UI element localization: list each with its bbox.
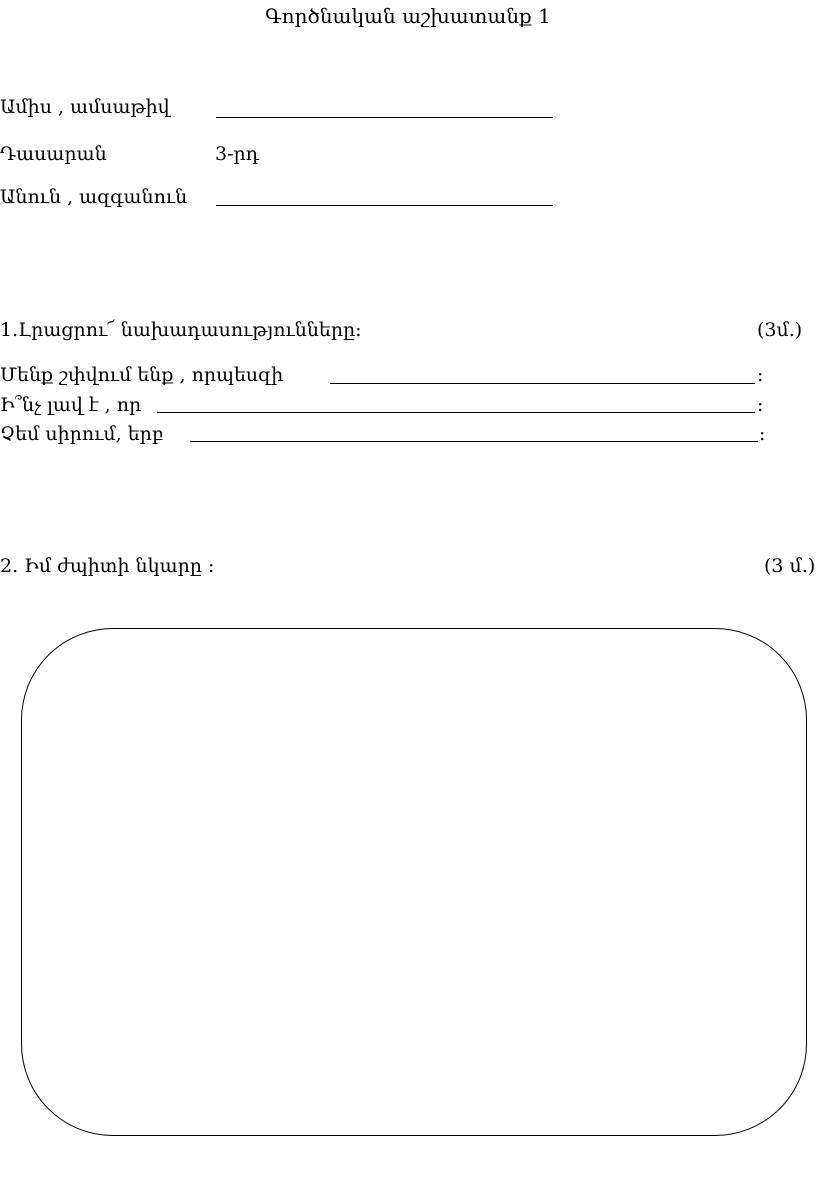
date-label: Ամիս , ամսաթիվ bbox=[0, 96, 170, 118]
drawing-area[interactable] bbox=[21, 628, 807, 1136]
sentence-1-answer-line[interactable] bbox=[330, 383, 755, 384]
sentence-3-prefix: Չեմ սիրում, երբ bbox=[0, 423, 164, 445]
task2-heading: 2. Իմ ժպիտի նկարը : bbox=[0, 555, 215, 577]
sentence-2-suffix: : bbox=[757, 394, 764, 416]
class-value: 3-րդ bbox=[215, 143, 259, 165]
task1-points: (3մ.) bbox=[757, 319, 803, 341]
sentence-1-suffix: : bbox=[757, 364, 764, 386]
sentence-3-suffix: : bbox=[759, 423, 766, 445]
class-label: Դասարան bbox=[0, 143, 107, 165]
sentence-2-prefix: Ի՞նչ լավ է , որ bbox=[0, 394, 142, 416]
sentence-2-answer-line[interactable] bbox=[157, 412, 755, 413]
date-answer-line[interactable] bbox=[216, 117, 553, 118]
task1-heading: 1.Լրացրու՜ նախադասությունները: bbox=[0, 319, 362, 341]
name-answer-line[interactable] bbox=[216, 205, 553, 206]
sentence-1-prefix: Մենք շփվում ենք , որպեսզի bbox=[0, 364, 284, 386]
sentence-3-answer-line[interactable] bbox=[190, 441, 758, 442]
name-label: Անուն , ազգանուն bbox=[0, 186, 188, 208]
task2-points: (3 մ.) bbox=[764, 555, 816, 577]
worksheet-title: Գործնական աշխատանք 1 bbox=[265, 4, 551, 28]
